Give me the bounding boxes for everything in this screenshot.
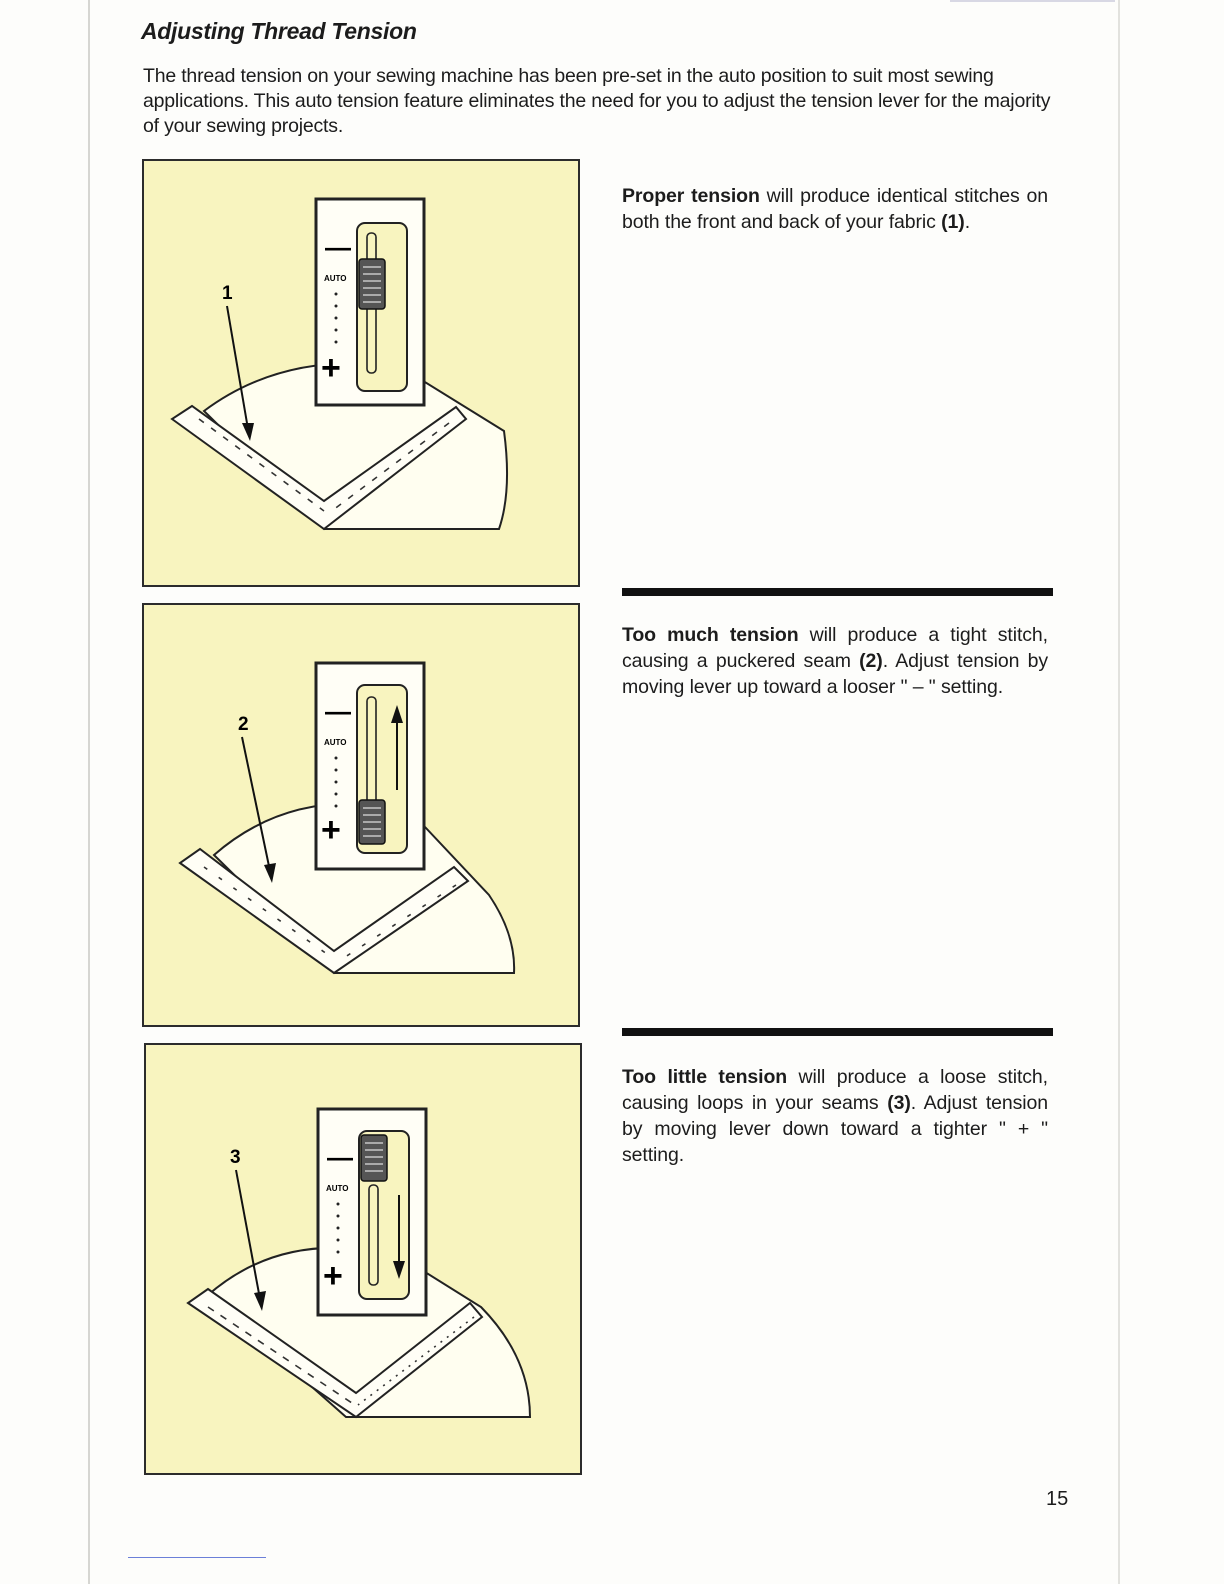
plus-label: + <box>321 811 341 849</box>
fabric-diagram-1 <box>144 161 578 585</box>
too-little-tension-description <box>622 1064 1048 1168</box>
page-number: 15 <box>1046 1488 1069 1510</box>
intro-paragraph: The thread tension on your sewing machine has been pre-set in the auto position to suit most sewing applications. This auto tension feature eliminates the need for you to adjust the tension lever for the majority of your sewing projects. <box>143 65 1051 137</box>
minus-label: — <box>327 1142 353 1172</box>
minus-label: — <box>325 232 351 262</box>
proper-tension-heading: Proper tension <box>622 185 760 207</box>
proper-tension-ref: (1) <box>941 211 965 233</box>
auto-label: AUTO <box>324 738 347 747</box>
too-much-tension-heading: Too much tension <box>622 624 799 646</box>
callout-number-3: 3 <box>230 1147 241 1168</box>
callout-number-1: 1 <box>222 283 233 304</box>
page-binding-edge <box>88 0 90 1584</box>
auto-label: AUTO <box>326 1184 349 1193</box>
page-title: Adjusting Thread Tension <box>141 18 417 44</box>
plus-label: + <box>323 1257 343 1295</box>
fabric-diagram-2 <box>144 605 578 1025</box>
illustration-too-little-tension <box>144 1043 582 1475</box>
illustration-proper-tension <box>142 159 580 587</box>
too-little-tension-heading: Too little tension <box>622 1066 788 1088</box>
too-much-tension-description <box>622 622 1048 700</box>
illustration-too-much-tension <box>142 603 580 1027</box>
proper-tension-text: will produce identical stitches on both the front and back of your fabric <box>622 185 1048 233</box>
fabric-diagram-3 <box>146 1045 580 1473</box>
callout-number-2: 2 <box>238 714 249 735</box>
too-much-tension-end: . Adjust tension by moving lever up toward a looser " – " setting. <box>622 650 1049 698</box>
too-little-tension-end: . Adjust tension by moving lever down toward a tighter " + " setting. <box>622 1092 1048 1166</box>
top-rule <box>950 0 1115 2</box>
bottom-edge-mark <box>128 1557 266 1558</box>
section-divider-2 <box>622 1028 1053 1036</box>
page-right-edge <box>1118 0 1120 1584</box>
proper-tension-end: . <box>964 211 971 233</box>
auto-label: AUTO <box>324 274 347 283</box>
too-little-tension-ref: (3) <box>887 1092 911 1114</box>
minus-label: — <box>325 696 351 726</box>
too-much-tension-ref: (2) <box>859 650 883 672</box>
too-much-tension-text: will produce a tight stitch, causing a puckered seam <box>622 624 1048 672</box>
plus-label: + <box>321 349 341 387</box>
too-little-tension-text: will produce a loose stitch, causing loops in your seams <box>622 1066 1048 1114</box>
proper-tension-description <box>622 183 1048 235</box>
section-divider-1 <box>622 588 1053 596</box>
